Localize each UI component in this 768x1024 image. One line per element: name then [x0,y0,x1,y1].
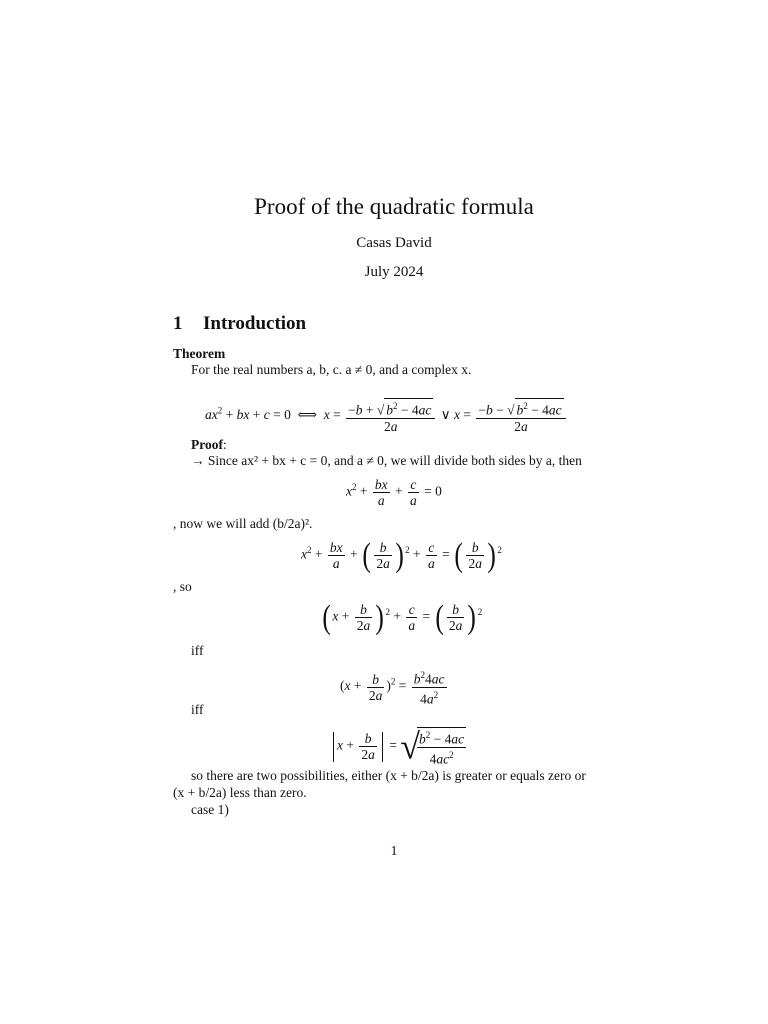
equation-isolated-square: (x + $\frac{b}{2a}$ )$^2$ = $\frac{b^24ac}{4a^2}$ [340,670,445,706]
equation-divided: $x^2$ + $\frac{bx}{a}$ + $\frac{c}{a}$ = 0 [346,477,442,508]
section-number: 1 [173,313,183,334]
section-heading [173,313,306,335]
iff-text-2: iff [191,702,204,717]
theorem-text: For the real numbers a, b, c. a ≠ 0, and a complex x. [191,362,472,377]
case-label: case 1) [191,802,229,817]
theorem-label: Theorem [173,346,226,361]
paper-title: Proof of the quadratic formula [254,194,534,219]
equation-add-square: $x^2$ + $\frac{bx}{a}$ + ( $\frac{b}{2a}$ )$^2$ + $\frac{c}{a}$ = ( $\frac{b}{2a}$ )$^2$ [301,536,502,574]
possibilities-line-1: so there are two possibilities, either (x + b/2a) is greater or equals zero or [191,768,586,783]
equation-absolute-value: x + $\frac{b}{2a}$ = √ $\frac{b^2 - 4ac}{4ac^2}$ [330,727,468,766]
iff-text-1: iff [191,643,204,658]
possibilities-line-2: (x + b/2a) less than zero. [173,785,307,800]
proof-label: Proof [191,437,223,452]
proof-line: → Since ax² + bx + c = 0, and a ≠ 0, we will divide both sides by a, then [191,453,582,468]
date: July 2024 [364,264,424,280]
author: Casas David [356,235,432,251]
so-text: , so [173,579,192,594]
section-title: Introduction [203,313,307,334]
equation-square-form: (x + $\frac{b}{2a}$ )$^2$ + $\frac{c}{a}$ = ( $\frac{b}{2a}$ )$^2$ [322,598,483,636]
equation-quadratic-formula: $ax^2$ + bx + c = 0 ⟺ x = $\frac{-b + √ b^2 - 4ac}{2a}$ ∨ x = $\frac{-b - √ b^2 - 4ac}{2a}$ [205,398,568,434]
now-add-text: , now we will add (b/2a)². [173,516,313,531]
proof-label-line: Proof: [191,437,227,452]
page-number: 1 [390,843,398,858]
